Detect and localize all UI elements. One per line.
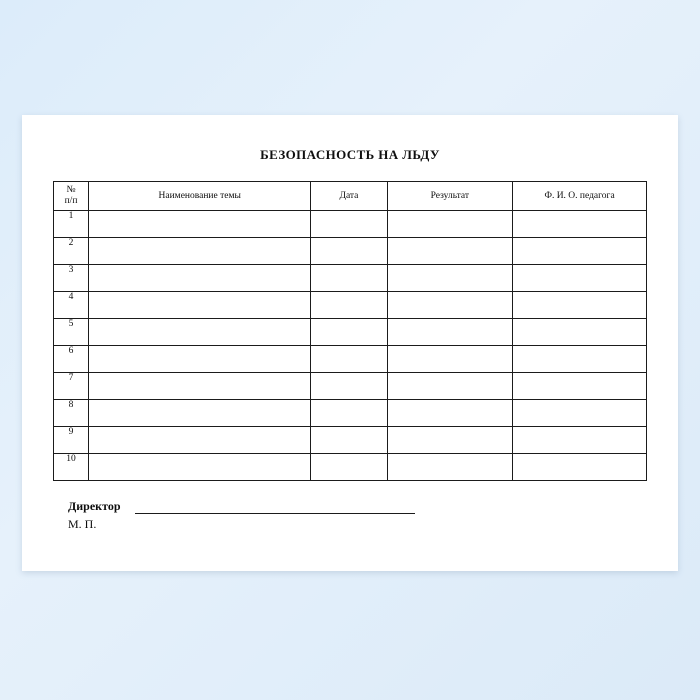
document-page	[22, 115, 678, 571]
cell-date[interactable]	[311, 346, 387, 373]
cell-topic[interactable]	[89, 319, 311, 346]
table-body	[54, 211, 647, 481]
cell-teacher[interactable]	[513, 454, 647, 481]
signature-block	[68, 499, 650, 532]
cell-result[interactable]	[387, 319, 513, 346]
cell-result[interactable]	[387, 238, 513, 265]
registration-table	[53, 181, 647, 481]
cell-number: 6	[54, 346, 89, 373]
cell-number: 7	[54, 373, 89, 400]
cell-date[interactable]	[311, 427, 387, 454]
table-row	[54, 319, 647, 346]
column-header-topic: Наименование темы	[89, 182, 311, 211]
table-row	[54, 427, 647, 454]
column-header-result: Результат	[387, 182, 513, 211]
table-header-row	[54, 182, 647, 211]
table-row	[54, 292, 647, 319]
cell-result[interactable]	[387, 373, 513, 400]
cell-date[interactable]	[311, 373, 387, 400]
cell-topic[interactable]	[89, 238, 311, 265]
cell-date[interactable]	[311, 319, 387, 346]
cell-topic[interactable]	[89, 427, 311, 454]
cell-number: 3	[54, 265, 89, 292]
cell-topic[interactable]	[89, 400, 311, 427]
cell-teacher[interactable]	[513, 346, 647, 373]
cell-result[interactable]	[387, 292, 513, 319]
cell-result[interactable]	[387, 427, 513, 454]
cell-result[interactable]	[387, 265, 513, 292]
cell-number: 4	[54, 292, 89, 319]
cell-teacher[interactable]	[513, 427, 647, 454]
cell-teacher[interactable]	[513, 211, 647, 238]
cell-number: 5	[54, 319, 89, 346]
cell-topic[interactable]	[89, 346, 311, 373]
cell-teacher[interactable]	[513, 265, 647, 292]
table-row	[54, 265, 647, 292]
cell-date[interactable]	[311, 211, 387, 238]
cell-number: 2	[54, 238, 89, 265]
table-row	[54, 454, 647, 481]
cell-teacher[interactable]	[513, 400, 647, 427]
document-content	[50, 137, 650, 553]
cell-result[interactable]	[387, 211, 513, 238]
table-row	[54, 211, 647, 238]
director-row	[68, 499, 650, 514]
cell-number: 8	[54, 400, 89, 427]
cell-topic[interactable]	[89, 373, 311, 400]
table-row	[54, 238, 647, 265]
cell-date[interactable]	[311, 265, 387, 292]
cell-teacher[interactable]	[513, 319, 647, 346]
cell-result[interactable]	[387, 346, 513, 373]
cell-teacher[interactable]	[513, 292, 647, 319]
column-header-date: Дата	[311, 182, 387, 211]
column-header-teacher: Ф. И. О. педагога	[513, 182, 647, 211]
cell-topic[interactable]	[89, 292, 311, 319]
cell-topic[interactable]	[89, 454, 311, 481]
signature-line[interactable]	[135, 501, 415, 514]
cell-number: 10	[54, 454, 89, 481]
column-header-number-line2: п/п	[64, 196, 78, 206]
table-row	[54, 373, 647, 400]
cell-date[interactable]	[311, 454, 387, 481]
cell-number: 1	[54, 211, 89, 238]
cell-teacher[interactable]	[513, 238, 647, 265]
table-row	[54, 346, 647, 373]
cell-result[interactable]	[387, 400, 513, 427]
column-header-number	[54, 182, 89, 211]
cell-date[interactable]	[311, 292, 387, 319]
page-title: БЕЗОПАСНОСТЬ НА ЛЬДУ	[260, 147, 440, 162]
table-row	[54, 400, 647, 427]
cell-date[interactable]	[311, 400, 387, 427]
cell-topic[interactable]	[89, 211, 311, 238]
cell-result[interactable]	[387, 454, 513, 481]
cell-teacher[interactable]	[513, 373, 647, 400]
cell-number: 9	[54, 427, 89, 454]
stamp-label: М. П.	[68, 517, 97, 531]
column-header-number-line1: №	[66, 185, 76, 196]
cell-date[interactable]	[311, 238, 387, 265]
cell-topic[interactable]	[89, 265, 311, 292]
table-header	[54, 182, 647, 211]
director-label: Директор	[68, 499, 121, 513]
